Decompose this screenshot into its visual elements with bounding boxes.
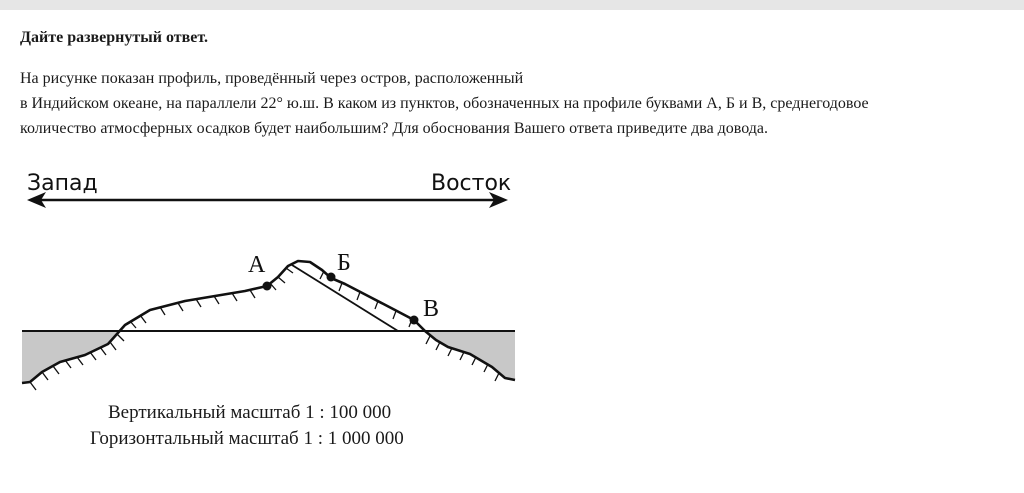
point-a-marker <box>263 282 272 291</box>
question-line: На рисунке показан профиль, проведённый через остров, расположенный <box>20 70 524 87</box>
task-heading: Дайте развернутый ответ. <box>20 29 208 46</box>
top-bar <box>0 0 1024 10</box>
point-b-marker <box>327 273 336 282</box>
vertical-scale-label: Вертикальный масштаб 1 : 100 000 <box>108 402 392 423</box>
point-b-label: Б <box>337 250 351 276</box>
point-c <box>410 296 440 325</box>
east-label: Восток <box>431 171 512 196</box>
horizontal-scale-label: Горизонтальный масштаб 1 : 1 000 000 <box>90 428 404 449</box>
point-c-label: В <box>423 296 440 322</box>
question-line: в Индийском океане, на параллели 22° ю.ш. В каком из пунктов, обозначенных на профиле буквами А, Б и В, среднегодовое <box>20 95 869 112</box>
point-a-label: А <box>248 252 266 278</box>
point-a <box>248 252 272 291</box>
point-c-marker <box>410 316 419 325</box>
question-line: количество атмосферных осадков будет наибольшим? Для обоснования Вашего ответа приведите два довода. <box>20 120 769 137</box>
point-b <box>327 250 351 282</box>
west-label: Запад <box>27 171 98 196</box>
profile-diagram <box>0 160 540 400</box>
question-text <box>20 66 1010 141</box>
relief-profile <box>22 261 515 383</box>
